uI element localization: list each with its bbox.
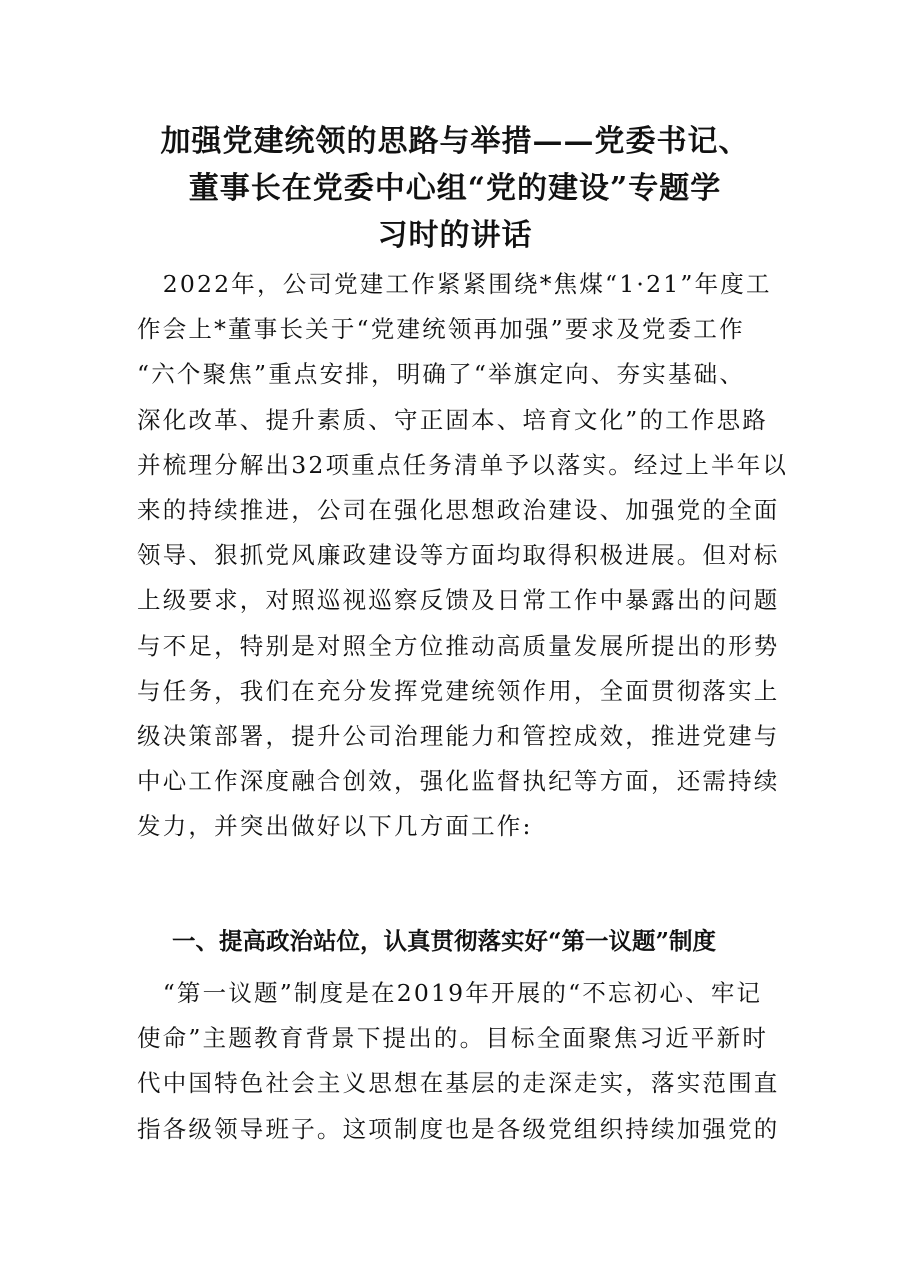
paragraph-line: 上级要求，对照巡视巡察反馈及日常工作中暴露出的问题	[137, 586, 780, 615]
paragraph-line: 深化改革、提升素质、守正固本、培育文化”的工作思路	[137, 405, 769, 434]
section-heading: 一、提高政治站位，认真贯彻落实好“第一议题”制度	[172, 927, 717, 955]
title-line: 董事长在党委中心组“党的建设”专题学	[188, 171, 722, 206]
paragraph-line: 并梳理分解出32项重点任务清单予以落实。经过上半年以	[137, 450, 789, 479]
paragraph-line: 领导、狠抓党风廉政建设等方面均取得积极进展。但对标	[137, 541, 780, 570]
paragraph-line: 级决策部署，提升公司治理能力和管控成效，推进党建与	[137, 722, 780, 751]
paragraph-line: 中心工作深度融合创效，强化监督执纪等方面，还需持续	[137, 767, 780, 796]
paragraph-line: 指各级领导班子。这项制度也是各级党组织持续加强党的	[137, 1114, 780, 1143]
section-paragraph	[137, 971, 780, 1152]
paragraph-line: 代中国特色社会主义思想在基层的走深走实，落实范围直	[137, 1069, 780, 1098]
title-line: 加强党建统领的思路与举措——党委书记、	[160, 124, 750, 159]
paragraph-line: “六个聚焦”重点安排，明确了“举旗定向、夯实基础、	[137, 360, 746, 389]
paragraph-line: “第一议题”制度是在2019年开展的“不忘初心、牢记	[137, 979, 763, 1007]
title-line: 习时的讲话	[377, 218, 533, 253]
paragraph-line: 与任务，我们在充分发挥党建统领作用，全面贯彻落实上	[137, 676, 780, 705]
intro-paragraph	[137, 262, 789, 850]
paragraph-line: 发力，并突出做好以下几方面工作:	[137, 812, 533, 841]
paragraph-line: 作会上*董事长关于“党建统领再加强”要求及党委工作	[137, 315, 745, 344]
paragraph-line: 2022年，公司党建工作紧紧围绕*焦煤“1·21”年度工	[137, 270, 772, 298]
document-title	[120, 118, 790, 259]
paragraph-line: 与不足，特别是对照全方位推动高质量发展所提出的形势	[137, 631, 780, 660]
paragraph-line: 使命”主题教育背景下提出的。目标全面聚焦习近平新时	[137, 1024, 769, 1053]
paragraph-line: 来的持续推进，公司在强化思想政治建设、加强党的全面	[137, 496, 780, 525]
